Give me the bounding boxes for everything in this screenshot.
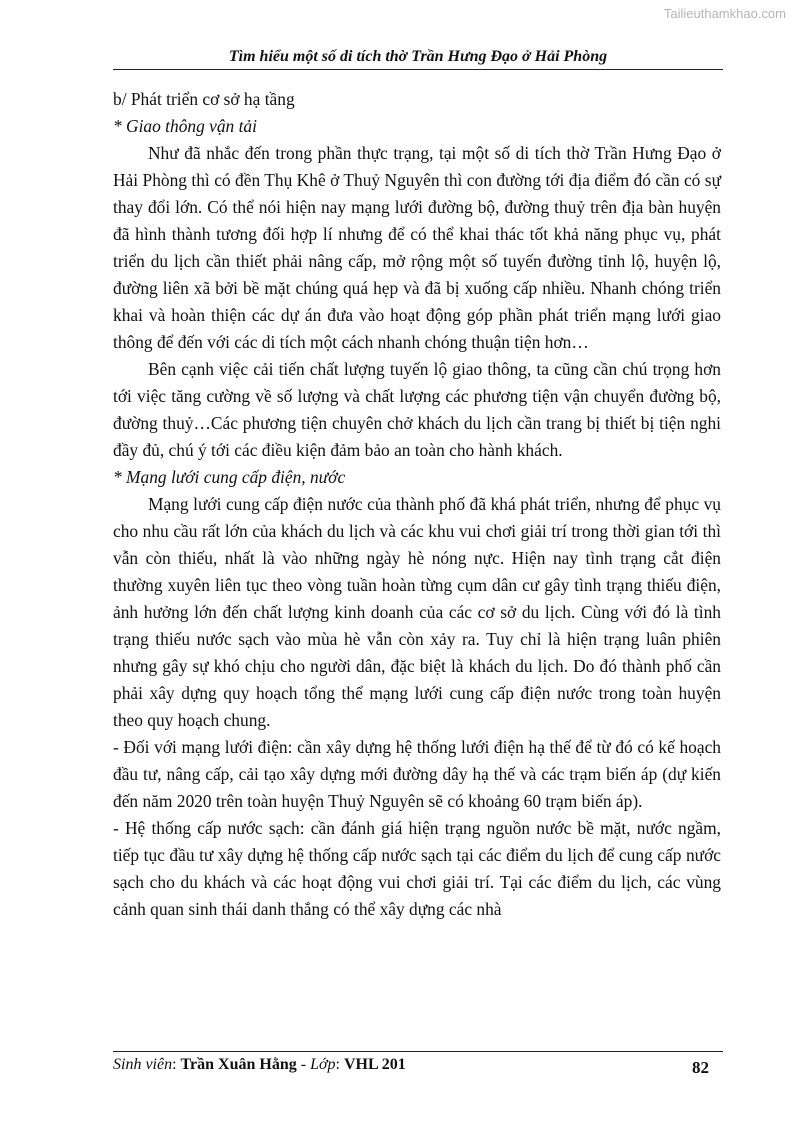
student-name: Trần Xuân Hằng — [180, 1056, 297, 1073]
paragraph-transport-1: Như đã nhắc đến trong phần thực trạng, tại một số di tích thờ Trần Hưng Đạo ở Hải Phòng thì có đền Thụ Khê ở Thuỷ Nguyên thì con đường tới địa điểm đó cần có sự thay đổi lớn. Có thể nói hiện nay mạng lưới đường bộ, đường thuỷ trên địa bàn huyện đã hình thành tương đối hợp lí nhưng để có thể khai thác tốt khả năng phục vụ, phát triển du lịch cần thiết phải nâng cấp, mở rộng một số tuyến đường tỉnh lộ, huyện lộ, đường liên xã bởi bề mặt chúng quá hẹp và đã bị xuống cấp nhiều. Nhanh chóng triển khai và hoàn thiện các dự án đưa vào hoạt động góp phần phát triển mạng lưới giao thông để đến với các di tích một cách nhanh chóng thuận tiện hơn… — [113, 143, 721, 352]
class-label: Lớp — [310, 1056, 336, 1073]
class-value: VHL 201 — [343, 1056, 406, 1073]
paragraph-water-supply: - Hệ thống cấp nước sạch: cần đánh giá hiện trạng nguồn nước bề mặt, nước ngầm, tiếp tục đầu tư xây dựng hệ thống cấp nước sạch tại các điểm du lịch để cung cấp nước sạch cho du khách và các hoạt động vui chơi giải trí. Tại các điểm du lịch, các vùng cảnh quan sinh thái danh thắng có thể xây dựng các nhà — [113, 818, 721, 919]
header-divider — [113, 69, 723, 70]
subsection-title-transport: * Giao thông vận tải — [113, 116, 257, 136]
student-label: Sinh viên — [113, 1056, 173, 1073]
page-header-title: Tìm hiểu một số di tích thờ Trần Hưng Đạo ở Hải Phòng — [228, 48, 608, 65]
watermark: Tailieuthamkhao.com — [663, 6, 786, 21]
paragraph-electric-grid: - Đối với mạng lưới điện: cần xây dựng hệ thống lưới điện hạ thế để từ đó có kế hoạch đầu tư, nâng cấp, cải tạo xây dựng mới đường dây hạ thế và các trạm biến áp (dự kiến đến năm 2020 trên toàn huyện Thuỷ Nguyên sẽ có khoảng 60 trạm biến áp). — [113, 737, 721, 811]
subsection-title-utilities: * Mạng lưới cung cấp điện, nước — [113, 467, 346, 487]
document-body — [113, 86, 721, 923]
page-footer: Sinh viên: Trần Xuân Hằng - Lớp: VHL 201 82 — [113, 1056, 709, 1077]
page-number: 82 — [692, 1058, 709, 1077]
paragraph-transport-2: Bên cạnh việc cải tiến chất lượng tuyến lộ giao thông, ta cũng cần chú trọng hơn tới việc tăng cường về số lượng và chất lượng các phương tiện vận chuyển đường bộ, đường thuỷ…Các phương tiện chuyên chở khách du lịch cần trang bị thiết bị tiện nghi đầy đủ, chú ý tới các điều kiện đảm bảo an toàn cho hành khách. — [113, 359, 721, 460]
footer-divider — [113, 1051, 723, 1052]
section-heading: b/ Phát triển cơ sở hạ tầng — [113, 89, 295, 109]
paragraph-utilities-1: Mạng lưới cung cấp điện nước của thành phố đã khá phát triển, nhưng để phục vụ cho nhu cầu rất lớn của khách du lịch và các khu vui chơi giải trí trong thời gian tới thì vẫn còn thiếu, nhất là vào những ngày hè nóng nực. Hiện nay tình trạng cắt điện thường xuyên liên tục theo vòng tuần hoàn từng cụm dân cư gây tình trạng thiếu điện, ảnh hưởng lớn đến chất lượng kinh doanh của các cơ sở du lịch. Cùng với đó là tình trạng thiếu nước sạch vào mùa hè vẫn còn xảy ra. Tuy chỉ là hiện trạng luân phiên nhưng gây sự khó chịu cho người dân, đặc biệt là khách du lịch. Do đó thành phố cần phải xây dựng quy hoạch tổng thể mạng lưới cung cấp điện nước trong toàn huyện theo quy hoạch chung. — [113, 494, 721, 730]
